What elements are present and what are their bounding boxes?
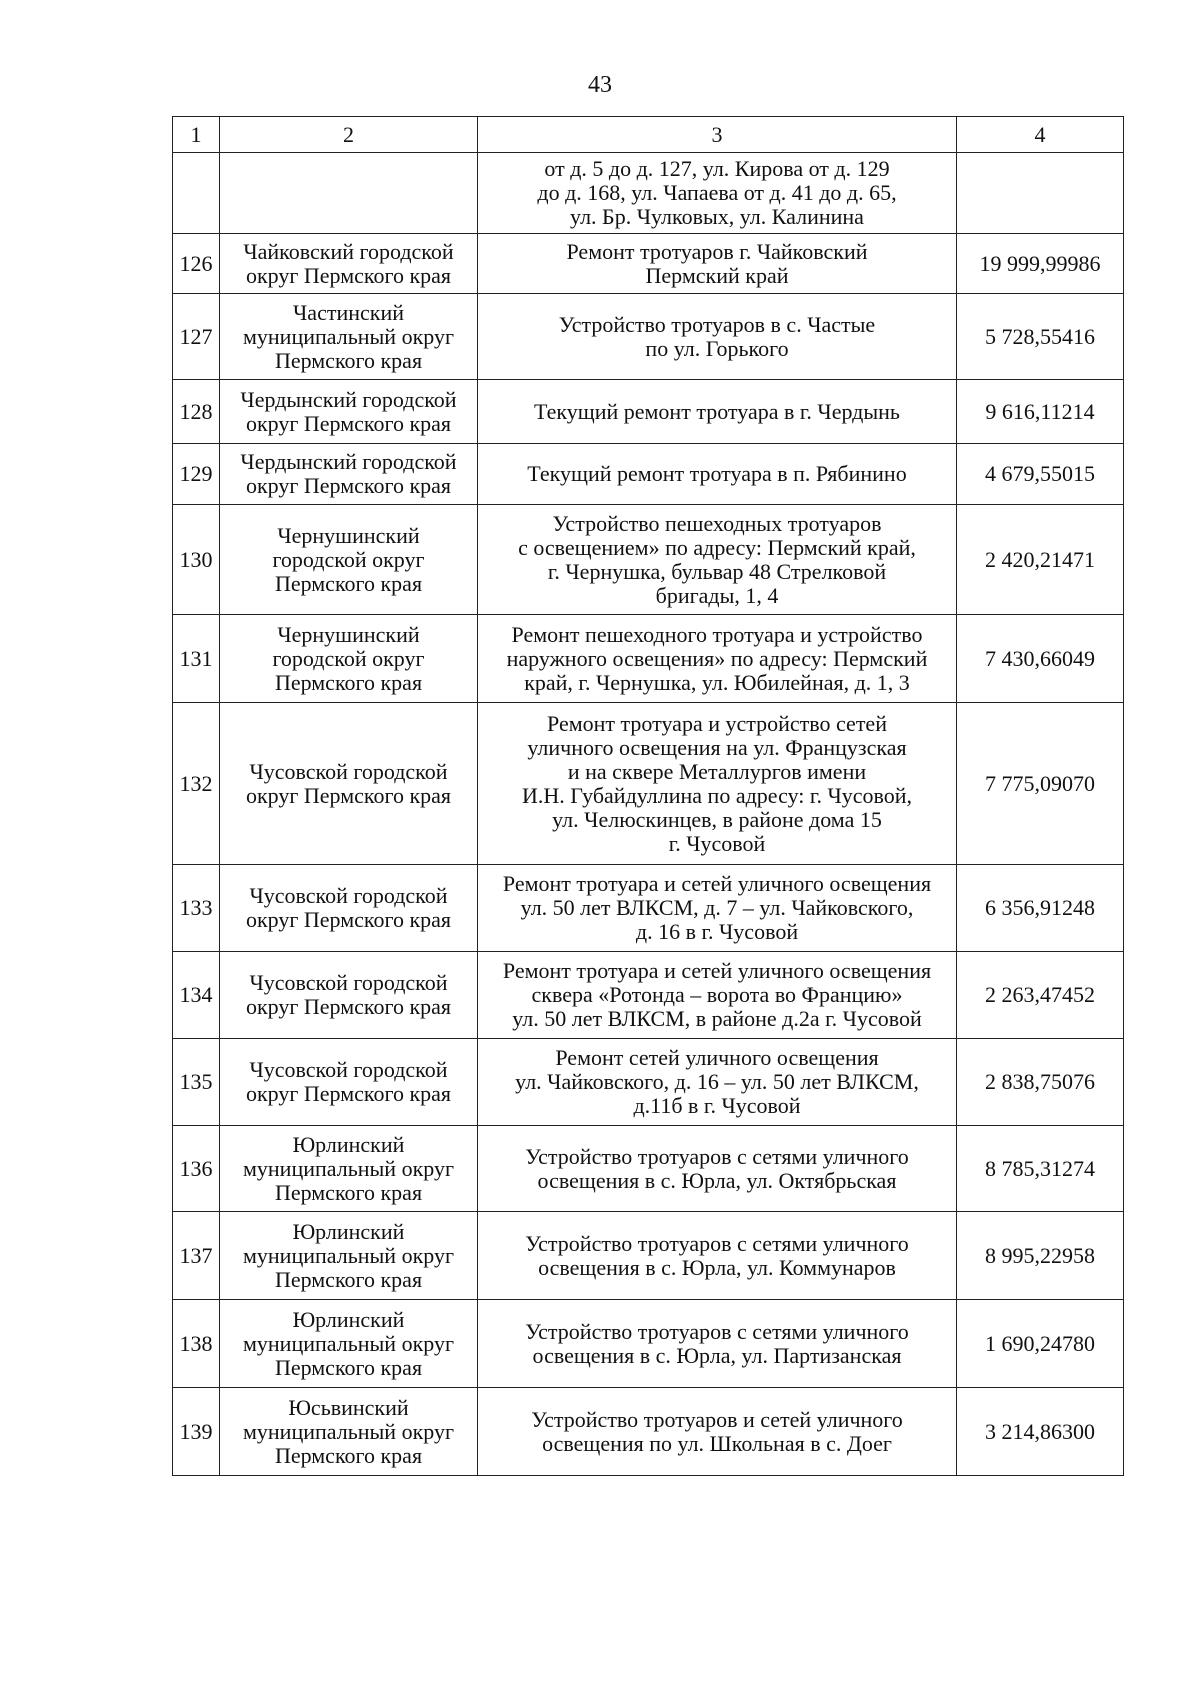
description-cell xyxy=(478,234,957,294)
description-line: д.11б в г. Чусовой xyxy=(633,1093,801,1118)
row-number-cell: 135 xyxy=(173,1039,220,1126)
municipality-line: муниципальный округ xyxy=(242,1242,454,1268)
table-row xyxy=(173,1126,1124,1212)
municipality-cell xyxy=(220,703,478,865)
municipality-line: Чернушинский xyxy=(277,621,420,647)
amount-cell: 1 690,24780 xyxy=(957,1300,1124,1388)
municipality-line: Чернушинский xyxy=(277,522,420,548)
description-line: Устройство тротуаров и сетей уличного xyxy=(531,1406,903,1432)
table-row xyxy=(173,1039,1124,1126)
description-cell xyxy=(478,444,957,505)
municipality-line: Пермского края xyxy=(274,1179,423,1205)
description-line: г. Чусовой xyxy=(668,830,766,856)
description-line: И.Н. Губайдуллина по адресу: г. Чусовой, xyxy=(521,782,913,808)
description-cell xyxy=(478,1126,957,1212)
municipality-cell xyxy=(220,865,478,952)
description-line: и на сквере Металлургов имени xyxy=(567,758,867,784)
description-line: Ремонт тротуара и сетей уличного освещения xyxy=(502,958,932,983)
municipality-line: Чайковский городской xyxy=(243,238,454,264)
municipality-cell xyxy=(220,1212,478,1300)
description-cell xyxy=(478,865,957,952)
description-line: Ремонт пешеходного тротуара и устройство xyxy=(511,621,923,647)
description-cell xyxy=(478,294,957,380)
municipality-cell xyxy=(220,1126,478,1212)
amount-cell: 2 838,75076 xyxy=(957,1039,1124,1126)
row-number-cell: 134 xyxy=(173,952,220,1039)
description-line: Устройство тротуаров с сетями уличного xyxy=(525,1143,909,1169)
description-cell xyxy=(478,703,957,865)
municipality-line: Чусовской городской xyxy=(249,1057,448,1082)
municipality-line: муниципальный округ xyxy=(242,1418,454,1444)
municipality-line: Пермского края xyxy=(274,570,423,596)
municipality-cell xyxy=(220,294,478,380)
description-cell xyxy=(478,952,957,1039)
municipality-line: Чердынский городской xyxy=(240,386,457,412)
amount-cell: 8 995,22958 xyxy=(957,1212,1124,1300)
amount-cell: 2 263,47452 xyxy=(957,952,1124,1039)
table-row xyxy=(173,380,1124,444)
municipality-cell xyxy=(220,1300,478,1388)
description-line: наружного освещения» по адресу: Пермский xyxy=(506,645,928,671)
amount-cell: 7 775,09070 xyxy=(957,703,1124,865)
amount-cell: 3 214,86300 xyxy=(957,1388,1124,1476)
description-cell xyxy=(478,153,957,234)
table-row xyxy=(173,615,1124,703)
description-cell xyxy=(478,1039,957,1126)
table-row xyxy=(173,294,1124,380)
municipality-line: округ Пермского края xyxy=(245,907,452,932)
row-number-cell: 133 xyxy=(173,865,220,952)
municipality-cell xyxy=(220,615,478,703)
description-line: Ремонт тротуара и сетей уличного освещения xyxy=(502,871,932,896)
description-line: освещения в с. Юрла, ул. Партизанская xyxy=(532,1342,902,1368)
municipality-cell xyxy=(220,234,478,294)
row-number-cell: 126 xyxy=(173,234,220,294)
municipality-line: округ Пермского края xyxy=(245,1081,452,1106)
municipality-line: Чердынский городской xyxy=(240,449,457,474)
municipality-line: округ Пермского края xyxy=(245,473,452,498)
description-cell xyxy=(478,615,957,703)
description-line: до д. 168, ул. Чапаева от д. 41 до д. 65, xyxy=(537,180,897,205)
description-line: ул. 50 лет ВЛКСМ, в районе д.2а г. Чусовой xyxy=(512,1006,922,1031)
header-cell: 4 xyxy=(957,117,1124,153)
municipality-line: округ Пермского края xyxy=(245,262,452,288)
description-line: г. Чернушка, бульвар 48 Стрелковой xyxy=(547,558,887,584)
row-number-cell: 132 xyxy=(173,703,220,865)
description-line: Устройство тротуаров в с. Частые xyxy=(558,311,876,337)
table-row xyxy=(173,1300,1124,1388)
municipality-line: Частинский xyxy=(293,299,404,325)
table-row xyxy=(173,865,1124,952)
table-row xyxy=(173,1212,1124,1300)
description-line: сквера «Ротонда – ворота во Францию» xyxy=(531,982,903,1007)
description-line: Текущий ремонт тротуара в п. Рябинино xyxy=(527,461,907,486)
table-row xyxy=(173,234,1124,294)
municipality-cell xyxy=(220,1039,478,1126)
municipality-line: городской округ xyxy=(272,645,425,671)
municipality-line: Чусовской городской xyxy=(249,970,448,995)
continuation-row xyxy=(173,153,1124,234)
amount-cell: 9 616,11214 xyxy=(957,380,1124,444)
table-row xyxy=(173,505,1124,615)
amount-cell: 19 999,99986 xyxy=(957,234,1124,294)
description-line: ул. 50 лет ВЛКСМ, д. 7 – ул. Чайковского, xyxy=(520,895,914,920)
municipality-cell xyxy=(220,444,478,505)
description-line: бригады, 1, 4 xyxy=(655,582,779,608)
municipality-line: Пермского края xyxy=(274,669,423,695)
municipality-line: округ Пермского края xyxy=(245,994,452,1019)
municipality-line: Чусовской городской xyxy=(249,758,448,784)
municipality-line: муниципальный округ xyxy=(242,1155,454,1181)
municipality-line: Юрлинский xyxy=(292,1306,405,1332)
description-line: уличного освещения на ул. Французская xyxy=(527,734,907,760)
municipality-line: Пермского края xyxy=(274,1266,423,1292)
row-number-cell: 128 xyxy=(173,380,220,444)
description-cell xyxy=(478,380,957,444)
row-number-cell: 138 xyxy=(173,1300,220,1388)
municipality-line: округ Пермского края xyxy=(245,782,452,808)
row-number-cell: 137 xyxy=(173,1212,220,1300)
description-line: освещения по ул. Школьная в с. Доег xyxy=(542,1430,892,1456)
municipality-line: Пермского края xyxy=(274,1354,423,1380)
description-cell xyxy=(478,1300,957,1388)
page-number: 43 xyxy=(588,72,612,98)
description-line: д. 16 в г. Чусовой xyxy=(635,919,799,944)
description-cell xyxy=(478,1212,957,1300)
description-line: Устройство тротуаров с сетями уличного xyxy=(525,1230,909,1256)
row-number-cell: 130 xyxy=(173,505,220,615)
description-line: ул. Чайковского, д. 16 – ул. 50 лет ВЛКСМ, xyxy=(515,1069,919,1094)
row-number-cell xyxy=(173,153,220,234)
municipality-line: округ Пермского края xyxy=(245,410,452,436)
description-line: Устройство пешеходных тротуаров xyxy=(552,510,882,536)
municipality-cell xyxy=(220,505,478,615)
description-cell xyxy=(478,1388,957,1476)
amount-cell: 5 728,55416 xyxy=(957,294,1124,380)
description-line: с освещением» по адресу: Пермский край, xyxy=(518,534,916,560)
municipality-line: Пермского края xyxy=(274,1442,423,1468)
description-line: Ремонт тротуара и устройство сетей xyxy=(547,710,887,736)
row-number-cell: 136 xyxy=(173,1126,220,1212)
description-line: Текущий ремонт тротуара в г. Чердынь xyxy=(534,398,900,424)
amount-cell: 8 785,31274 xyxy=(957,1126,1124,1212)
header-row xyxy=(173,117,1124,153)
municipality-line: муниципальный округ xyxy=(242,323,454,349)
description-line: освещения в с. Юрла, ул. Коммунаров xyxy=(538,1254,896,1280)
description-cell xyxy=(478,505,957,615)
description-line: освещения в с. Юрла, ул. Октябрьская xyxy=(537,1167,897,1193)
municipality-cell xyxy=(220,380,478,444)
table-row xyxy=(173,444,1124,505)
municipality-line: Чусовской городской xyxy=(249,883,448,908)
amount-cell xyxy=(957,153,1124,234)
amount-cell: 2 420,21471 xyxy=(957,505,1124,615)
row-number-cell: 139 xyxy=(173,1388,220,1476)
amount-cell: 6 356,91248 xyxy=(957,865,1124,952)
header-cell: 1 xyxy=(173,117,220,153)
municipality-line: Юсьвинский xyxy=(288,1394,409,1420)
municipality-line: Юрлинский xyxy=(292,1131,405,1157)
description-line: край, г. Чернушка, ул. Юбилейная, д. 1, 3 xyxy=(524,669,910,695)
description-line: Пермский край xyxy=(645,262,789,288)
description-line: по ул. Горького xyxy=(645,335,789,361)
table-row xyxy=(173,1388,1124,1476)
description-line: Ремонт тротуаров г. Чайковский xyxy=(566,238,868,264)
row-number-cell: 131 xyxy=(173,615,220,703)
municipality-line: Юрлинский xyxy=(292,1218,405,1244)
municipality-cell xyxy=(220,153,478,234)
description-line: Ремонт сетей уличного освещения xyxy=(555,1045,879,1070)
municipality-line: Пермского края xyxy=(274,347,423,373)
table-row xyxy=(173,952,1124,1039)
amount-cell: 7 430,66049 xyxy=(957,615,1124,703)
description-line: ул. Бр. Чулковых, ул. Калинина xyxy=(570,204,864,229)
municipality-line: муниципальный округ xyxy=(242,1330,454,1356)
description-line: от д. 5 до д. 127, ул. Кирова от д. 129 xyxy=(544,156,890,181)
row-number-cell: 129 xyxy=(173,444,220,505)
header-cell: 2 xyxy=(220,117,478,153)
municipality-line: городской округ xyxy=(272,546,425,572)
table-row xyxy=(173,703,1124,865)
amount-cell: 4 679,55015 xyxy=(957,444,1124,505)
municipality-cell xyxy=(220,1388,478,1476)
header-cell: 3 xyxy=(478,117,957,153)
description-line: Устройство тротуаров с сетями уличного xyxy=(525,1318,909,1344)
municipality-cell xyxy=(220,952,478,1039)
row-number-cell: 127 xyxy=(173,294,220,380)
data-table xyxy=(172,116,1124,1476)
description-line: ул. Челюскинцев, в районе дома 15 xyxy=(552,806,882,832)
